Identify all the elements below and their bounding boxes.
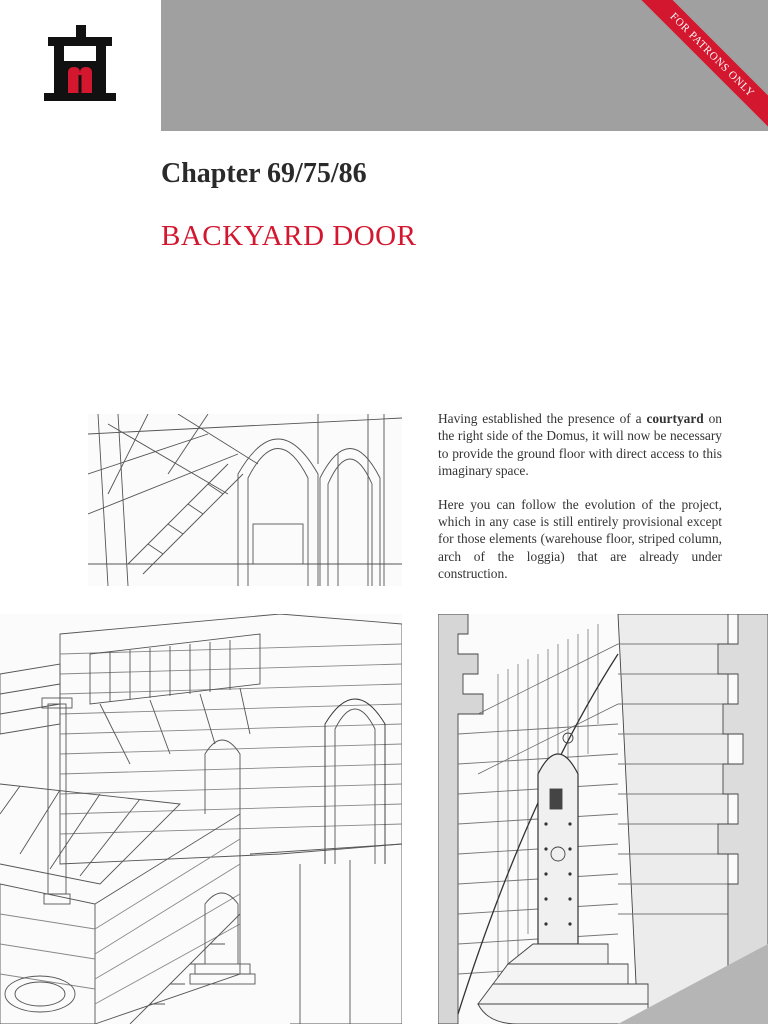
body-text: [438, 410, 722, 599]
paragraph-1: [438, 410, 722, 480]
paragraph-1-bold: courtyard: [646, 411, 704, 426]
paragraph-1-part-a: Having established the presence of a: [438, 411, 647, 426]
paragraph-2: Here you can follow the evolution of the project, which in any case is still entirely provisional except for those elements (warehouse floor, striped column, arch of the loggia) that are already under construction.: [438, 496, 722, 582]
chapter-heading: Chapter 69/75/86: [161, 158, 367, 189]
sketch-courtyard-walls: [0, 614, 402, 1024]
chapter-title: BACKYARD DOOR: [161, 220, 417, 252]
header-band: [161, 0, 768, 131]
sketch-interior-arches: [88, 414, 402, 586]
patrons-only-ribbon: FOR PATRONS ONLY: [612, 0, 768, 131]
publisher-logo-icon: [42, 25, 118, 103]
paragraph-1-part-b: on the right side of the Domus, it will now be necessary to provide the ground floor with direct access to this imaginary space.: [438, 411, 722, 479]
sketch-door-detail: [438, 614, 768, 1024]
